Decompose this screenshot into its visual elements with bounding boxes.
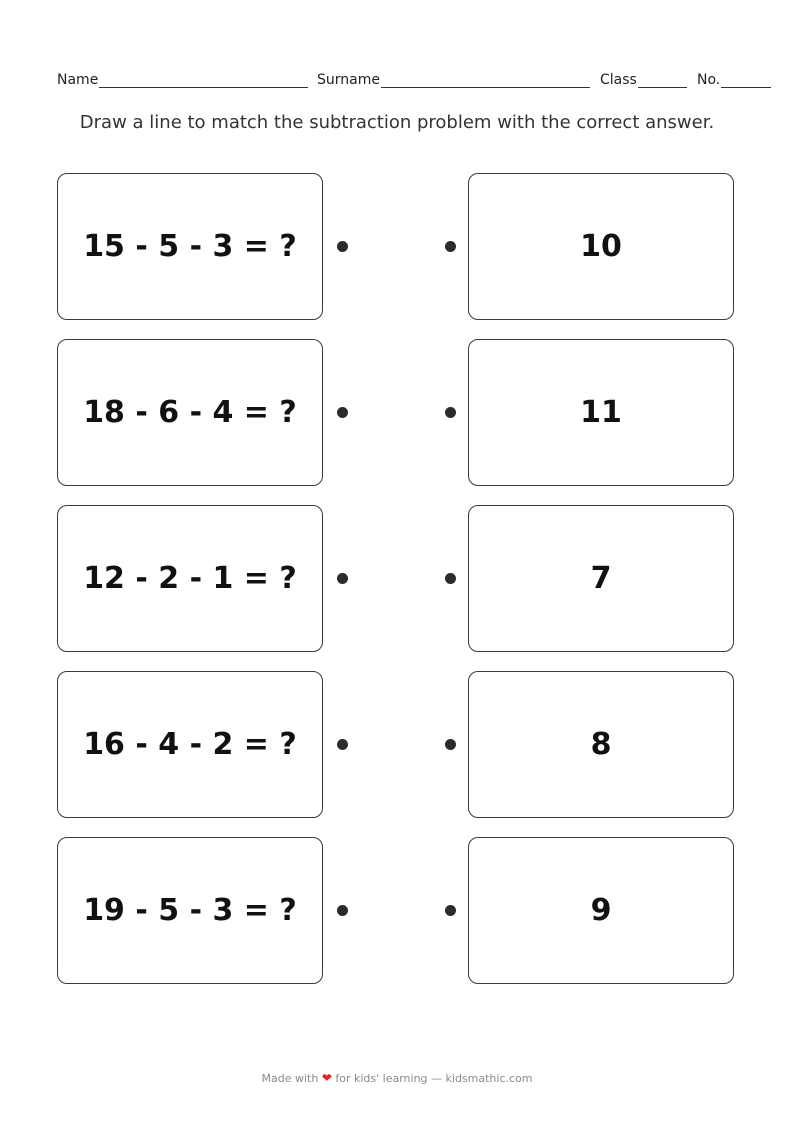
number-field[interactable] [697,68,771,88]
number-label: No. [697,72,721,88]
surname-label: Surname [317,72,380,88]
problem-text: 16 - 4 - 2 = ? [83,727,297,762]
problem-card [57,671,323,818]
answer-text: 8 [590,727,612,762]
problem-connector-dot[interactable] [337,241,348,252]
name-line[interactable] [99,73,308,88]
answer-text: 9 [590,893,612,928]
student-info-header [57,68,773,88]
problem-text: 19 - 5 - 3 = ? [83,893,297,928]
surname-field[interactable] [317,68,590,88]
class-line[interactable] [638,73,687,88]
name-field[interactable] [57,68,308,88]
answer-card [468,339,734,486]
problem-connector-dot[interactable] [337,573,348,584]
problem-connector-dot[interactable] [337,407,348,418]
problem-text: 18 - 6 - 4 = ? [83,395,297,430]
footer-rest: for kids' learning — kidsmathic.com [335,1072,533,1085]
answer-text: 7 [590,561,612,596]
answer-card [468,837,734,984]
class-field[interactable] [600,68,687,88]
problem-text: 12 - 2 - 1 = ? [83,561,297,596]
problem-card [57,837,323,984]
number-line[interactable] [721,73,771,88]
heart-icon: ❤ [321,1071,332,1085]
answer-text: 10 [580,229,622,264]
footer-credit [0,1071,794,1085]
answer-connector-dot[interactable] [445,739,456,750]
answer-connector-dot[interactable] [445,905,456,916]
surname-line[interactable] [381,73,590,88]
answer-card [468,505,734,652]
instruction-text: Draw a line to match the subtraction problem with the correct answer. [79,112,715,133]
footer-made-with: Made with [261,1072,319,1085]
problem-card [57,505,323,652]
problem-card [57,339,323,486]
answer-card [468,671,734,818]
problem-card [57,173,323,320]
name-label: Name [57,72,99,88]
answer-card [468,173,734,320]
answer-text: 11 [580,395,622,430]
problem-connector-dot[interactable] [337,905,348,916]
answer-connector-dot[interactable] [445,407,456,418]
answer-connector-dot[interactable] [445,573,456,584]
problem-text: 15 - 5 - 3 = ? [83,229,297,264]
answer-connector-dot[interactable] [445,241,456,252]
problem-connector-dot[interactable] [337,739,348,750]
class-label: Class [600,72,637,88]
